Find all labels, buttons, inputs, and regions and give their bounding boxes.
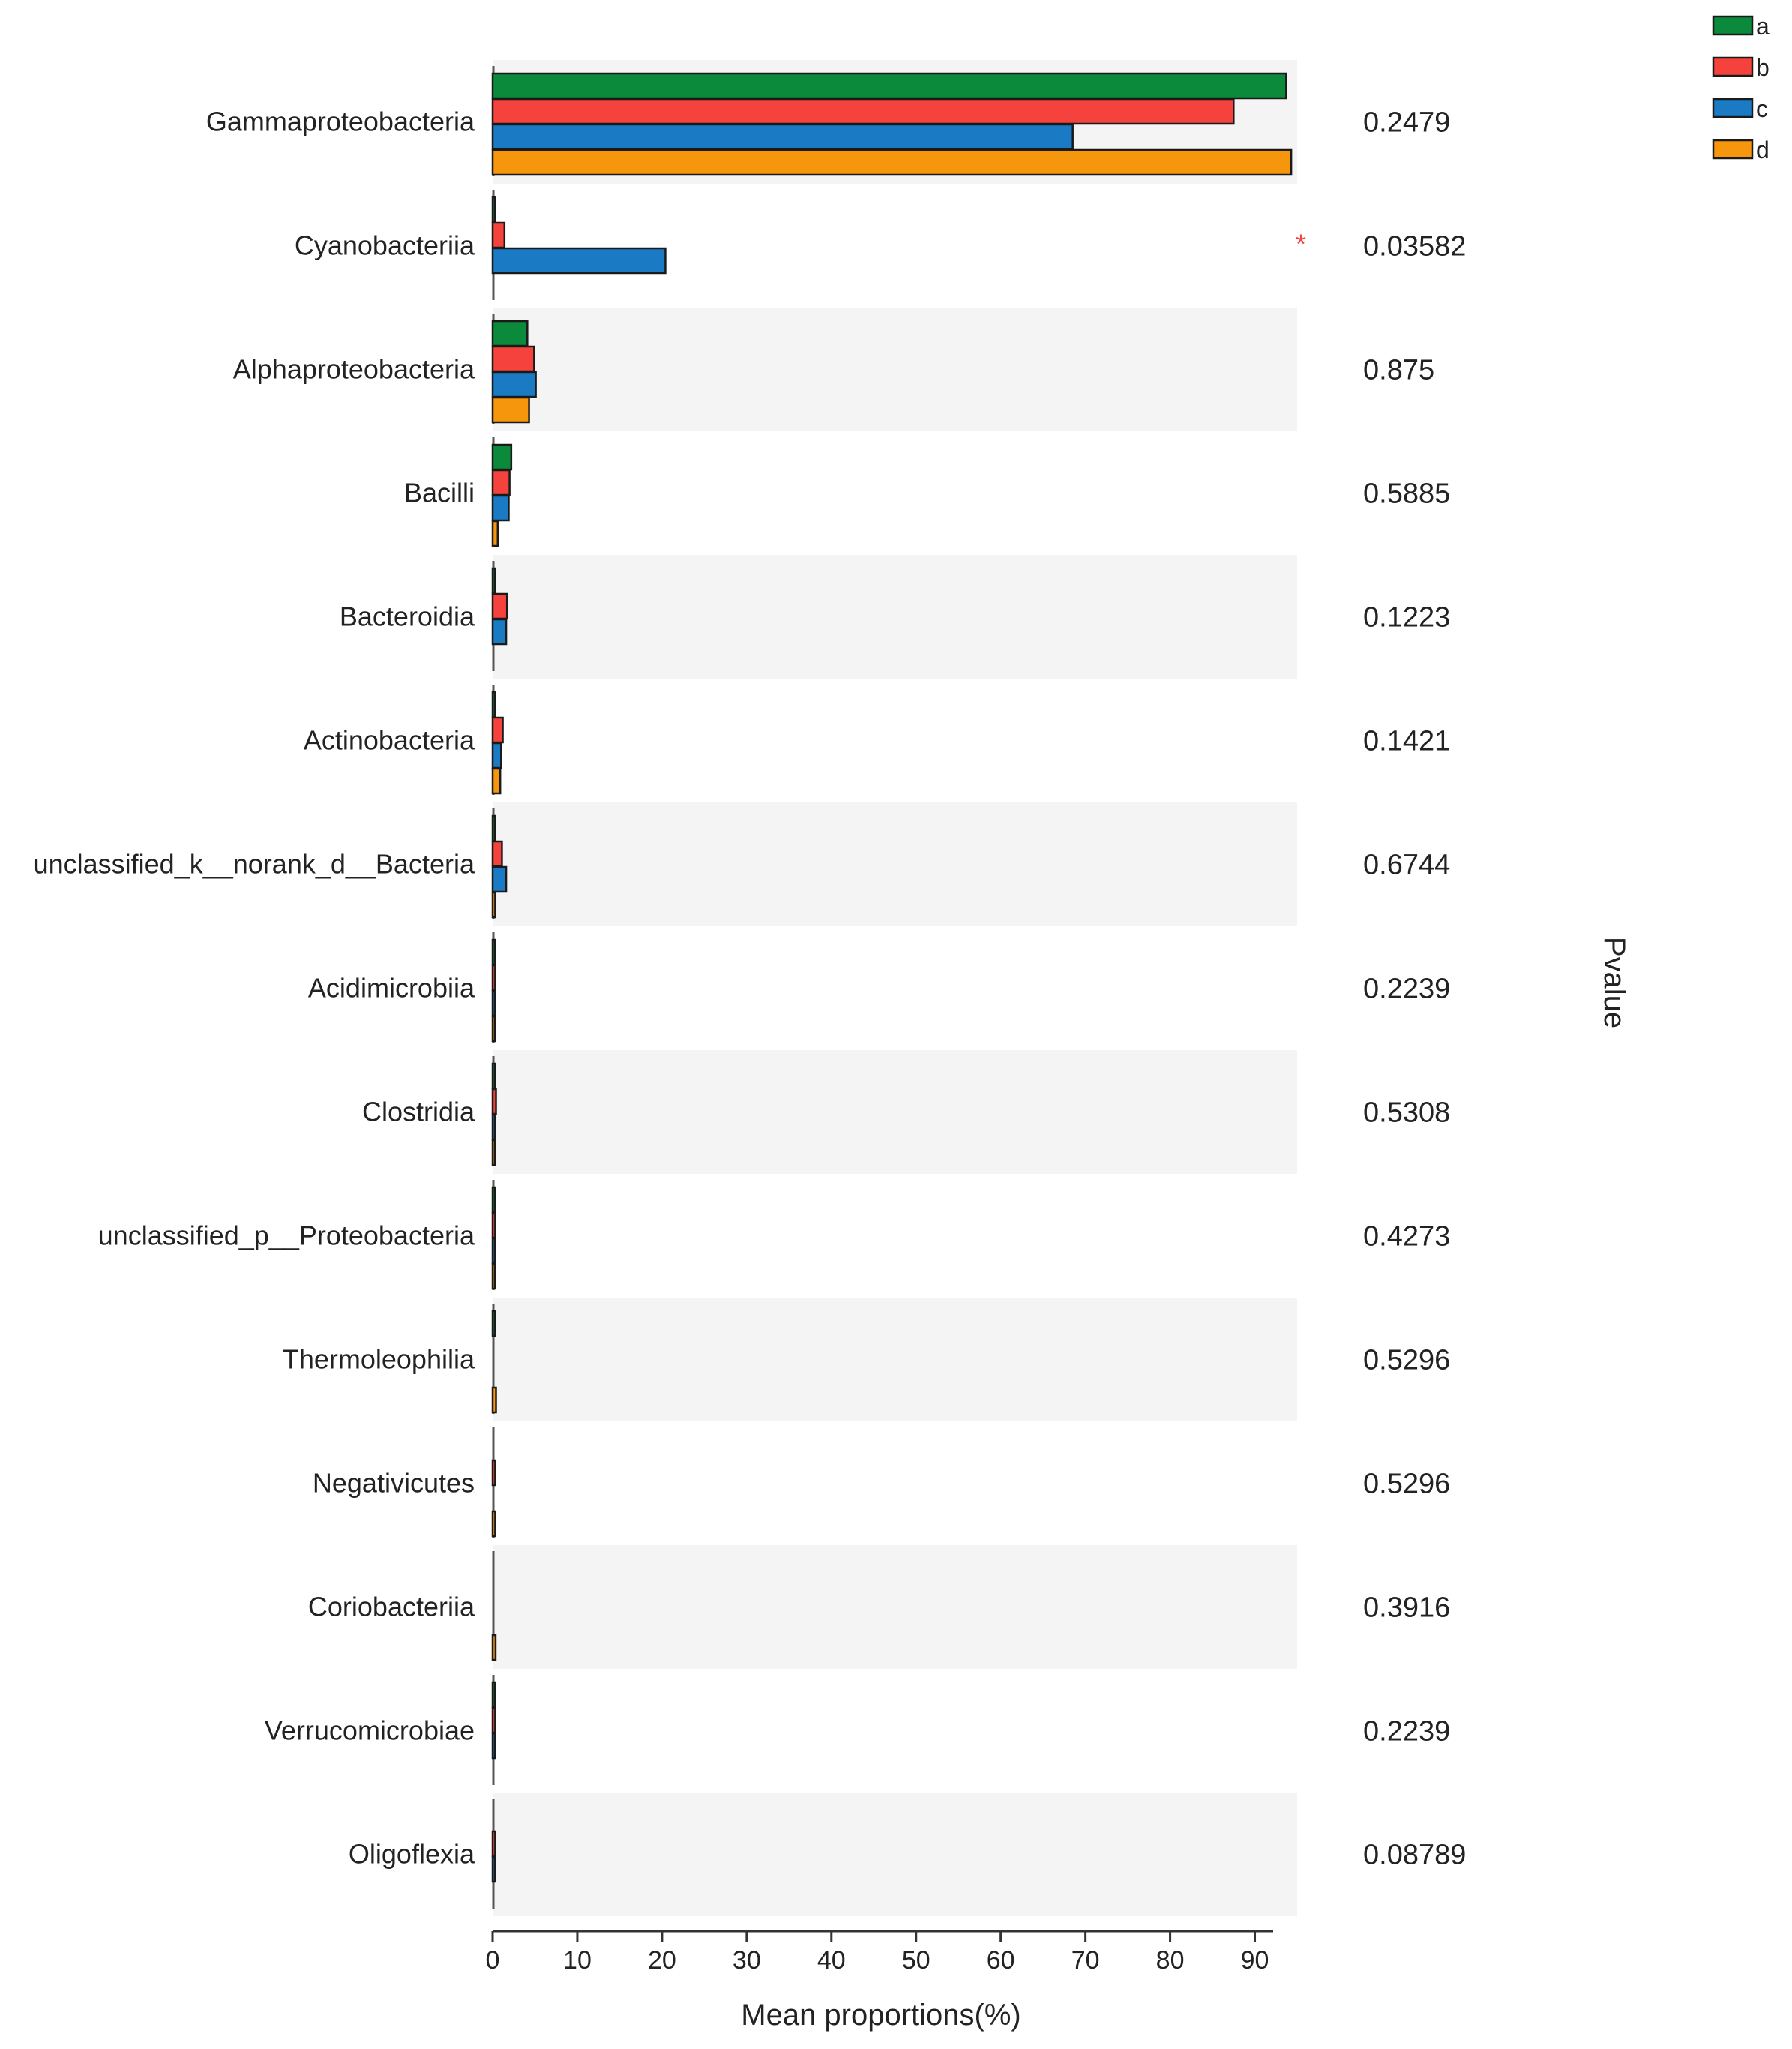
pvalue-unclassified-p-proteobacteria: 0.4273 bbox=[1363, 1220, 1451, 1252]
pvalue-axis-title: Pvalue bbox=[1598, 936, 1631, 1029]
bar-d-bacilli bbox=[493, 521, 498, 546]
bar-d-negativicutes bbox=[493, 1511, 495, 1536]
bar-c-bacilli bbox=[493, 496, 508, 520]
bar-c-alphaproteobacteria bbox=[493, 372, 536, 397]
category-label-verrucomicrobiae: Verrucomicrobiae bbox=[264, 1714, 475, 1746]
legend-label-c: c bbox=[1756, 95, 1768, 122]
bar-c-acidimicrobiia bbox=[493, 991, 495, 1016]
bar-a-gammaproteobacteria bbox=[493, 74, 1286, 98]
bar-b-negativicutes bbox=[493, 1460, 495, 1485]
bar-a-unclassified-p-proteobacteria bbox=[493, 1187, 495, 1212]
bar-a-verrucomicrobiae bbox=[493, 1682, 495, 1707]
bar-a-alphaproteobacteria bbox=[493, 321, 527, 346]
bar-d-acidimicrobiia bbox=[493, 1016, 495, 1041]
legend-label-d: d bbox=[1756, 136, 1770, 164]
x-axis-title: Mean proportions(%) bbox=[741, 1999, 1021, 2032]
legend-swatch-b bbox=[1713, 58, 1752, 76]
pvalue-negativicutes: 0.5296 bbox=[1363, 1468, 1451, 1500]
x-tick-label-70: 70 bbox=[1071, 1946, 1100, 1975]
pvalue-labels bbox=[1296, 107, 1466, 1871]
bar-b-acidimicrobiia bbox=[493, 965, 495, 990]
category-label-coriobacteriia: Coriobacteriia bbox=[307, 1591, 475, 1622]
row-backgrounds bbox=[493, 60, 1297, 1916]
pvalue-bacilli: 0.5885 bbox=[1363, 478, 1451, 510]
bar-c-unclassified-p-proteobacteria bbox=[493, 1238, 495, 1263]
bar-a-acidimicrobiia bbox=[493, 940, 495, 964]
row-background bbox=[493, 1545, 1297, 1669]
x-tick-label-50: 50 bbox=[901, 1946, 930, 1975]
bar-b-gammaproteobacteria bbox=[493, 99, 1233, 124]
bar-d-coriobacteriia bbox=[493, 1635, 496, 1660]
x-tick-label-80: 80 bbox=[1155, 1946, 1185, 1975]
x-tick-label-30: 30 bbox=[732, 1946, 761, 1975]
bar-c-verrucomicrobiae bbox=[493, 1733, 495, 1758]
bar-a-bacteroidia bbox=[493, 568, 495, 593]
category-label-alphaproteobacteria: Alphaproteobacteria bbox=[232, 353, 475, 385]
category-label-oligoflexia: Oligoflexia bbox=[348, 1838, 475, 1870]
bar-a-clostridia bbox=[493, 1064, 495, 1088]
category-labels bbox=[34, 106, 475, 1870]
bar-b-alphaproteobacteria bbox=[493, 346, 534, 371]
bar-a-thermoleophilia bbox=[493, 1311, 495, 1336]
pvalue-coriobacteriia: 0.3916 bbox=[1363, 1592, 1451, 1624]
row-background bbox=[493, 1298, 1297, 1421]
category-label-bacilli: Bacilli bbox=[403, 477, 475, 508]
x-tick-label-90: 90 bbox=[1240, 1946, 1269, 1975]
x-tick-label-20: 20 bbox=[647, 1946, 676, 1975]
bar-d-unclassified-k-norank-d-bacteria bbox=[493, 892, 495, 917]
bar-d-alphaproteobacteria bbox=[493, 398, 529, 422]
bar-a-actinobacteria bbox=[493, 692, 495, 717]
legend-swatch-d bbox=[1713, 140, 1752, 158]
row-background bbox=[493, 555, 1297, 679]
bar-b-bacilli bbox=[493, 470, 510, 495]
bar-c-oligoflexia bbox=[493, 1857, 495, 1882]
pvalue-alphaproteobacteria: 0.875 bbox=[1363, 354, 1435, 386]
bar-c-unclassified-k-norank-d-bacteria bbox=[493, 867, 506, 892]
pvalue-gammaproteobacteria: 0.2479 bbox=[1363, 106, 1451, 139]
bar-b-unclassified-p-proteobacteria bbox=[493, 1213, 495, 1238]
x-tick-label-40: 40 bbox=[817, 1946, 846, 1975]
row-background bbox=[493, 1050, 1297, 1174]
bar-b-actinobacteria bbox=[493, 718, 503, 742]
bar-c-actinobacteria bbox=[493, 743, 501, 768]
x-tick-label-0: 0 bbox=[485, 1946, 500, 1975]
bar-b-bacteroidia bbox=[493, 594, 507, 619]
bar-a-bacilli bbox=[493, 445, 511, 470]
x-tick-label-10: 10 bbox=[563, 1946, 592, 1975]
bar-d-clostridia bbox=[493, 1140, 495, 1165]
bar-c-gammaproteobacteria bbox=[493, 124, 1073, 149]
legend-swatch-c bbox=[1713, 99, 1752, 117]
category-label-gammaproteobacteria: Gammaproteobacteria bbox=[205, 106, 475, 137]
legend-label-a: a bbox=[1756, 13, 1770, 40]
bar-d-thermoleophilia bbox=[493, 1388, 496, 1412]
bar-d-actinobacteria bbox=[493, 769, 500, 794]
x-axis bbox=[486, 1931, 1273, 1975]
pvalue-cyanobacteriia: 0.03582 bbox=[1363, 230, 1467, 262]
bar-b-oligoflexia bbox=[493, 1832, 495, 1856]
bar-b-cyanobacteriia bbox=[493, 223, 505, 248]
bar-c-bacteroidia bbox=[493, 620, 506, 644]
pvalue-oligoflexia: 0.08789 bbox=[1363, 1839, 1467, 1871]
category-label-bacteroidia: Bacteroidia bbox=[339, 601, 475, 632]
pvalue-verrucomicrobiae: 0.2239 bbox=[1363, 1715, 1451, 1748]
pvalue-clostridia: 0.5308 bbox=[1363, 1096, 1451, 1129]
bar-b-verrucomicrobiae bbox=[493, 1708, 495, 1732]
legend-swatch-a bbox=[1713, 16, 1752, 34]
legend bbox=[1713, 13, 1770, 164]
category-label-actinobacteria: Actinobacteria bbox=[303, 724, 475, 756]
bar-c-clostridia bbox=[493, 1114, 495, 1139]
pvalue-thermoleophilia: 0.5296 bbox=[1363, 1344, 1451, 1376]
row-background bbox=[493, 308, 1297, 431]
bar-a-cyanobacteriia bbox=[493, 197, 495, 222]
category-label-cyanobacteriia: Cyanobacteriia bbox=[294, 230, 475, 261]
category-label-acidimicrobiia: Acidimicrobiia bbox=[307, 972, 475, 1004]
category-label-unclassified-k-norank-d-bacteria: unclassified_k__norank_d__Bacteria bbox=[33, 848, 475, 880]
bar-d-unclassified-p-proteobacteria bbox=[493, 1264, 495, 1288]
bar-c-cyanobacteriia bbox=[493, 248, 665, 273]
significance-marker: * bbox=[1295, 228, 1307, 260]
category-label-unclassified-p-proteobacteria: unclassified_p__Proteobacteria bbox=[97, 1220, 475, 1251]
bar-b-unclassified-k-norank-d-bacteria bbox=[493, 842, 502, 866]
bar-a-unclassified-k-norank-d-bacteria bbox=[493, 816, 495, 841]
category-label-negativicutes: Negativicutes bbox=[312, 1467, 475, 1498]
pvalue-unclassified-k-norank-d-bacteria: 0.6744 bbox=[1363, 849, 1451, 881]
pvalue-acidimicrobiia: 0.2239 bbox=[1363, 973, 1451, 1005]
row-background bbox=[493, 802, 1297, 926]
row-background bbox=[493, 1792, 1297, 1916]
pvalue-bacteroidia: 0.1223 bbox=[1363, 602, 1451, 634]
category-label-thermoleophilia: Thermoleophilia bbox=[282, 1343, 475, 1375]
pvalue-actinobacteria: 0.1421 bbox=[1363, 725, 1451, 758]
bar-b-clostridia bbox=[493, 1089, 496, 1114]
category-label-clostridia: Clostridia bbox=[361, 1096, 475, 1127]
bar-d-gammaproteobacteria bbox=[493, 150, 1291, 175]
legend-label-b: b bbox=[1756, 54, 1770, 81]
x-tick-label-60: 60 bbox=[986, 1946, 1015, 1975]
